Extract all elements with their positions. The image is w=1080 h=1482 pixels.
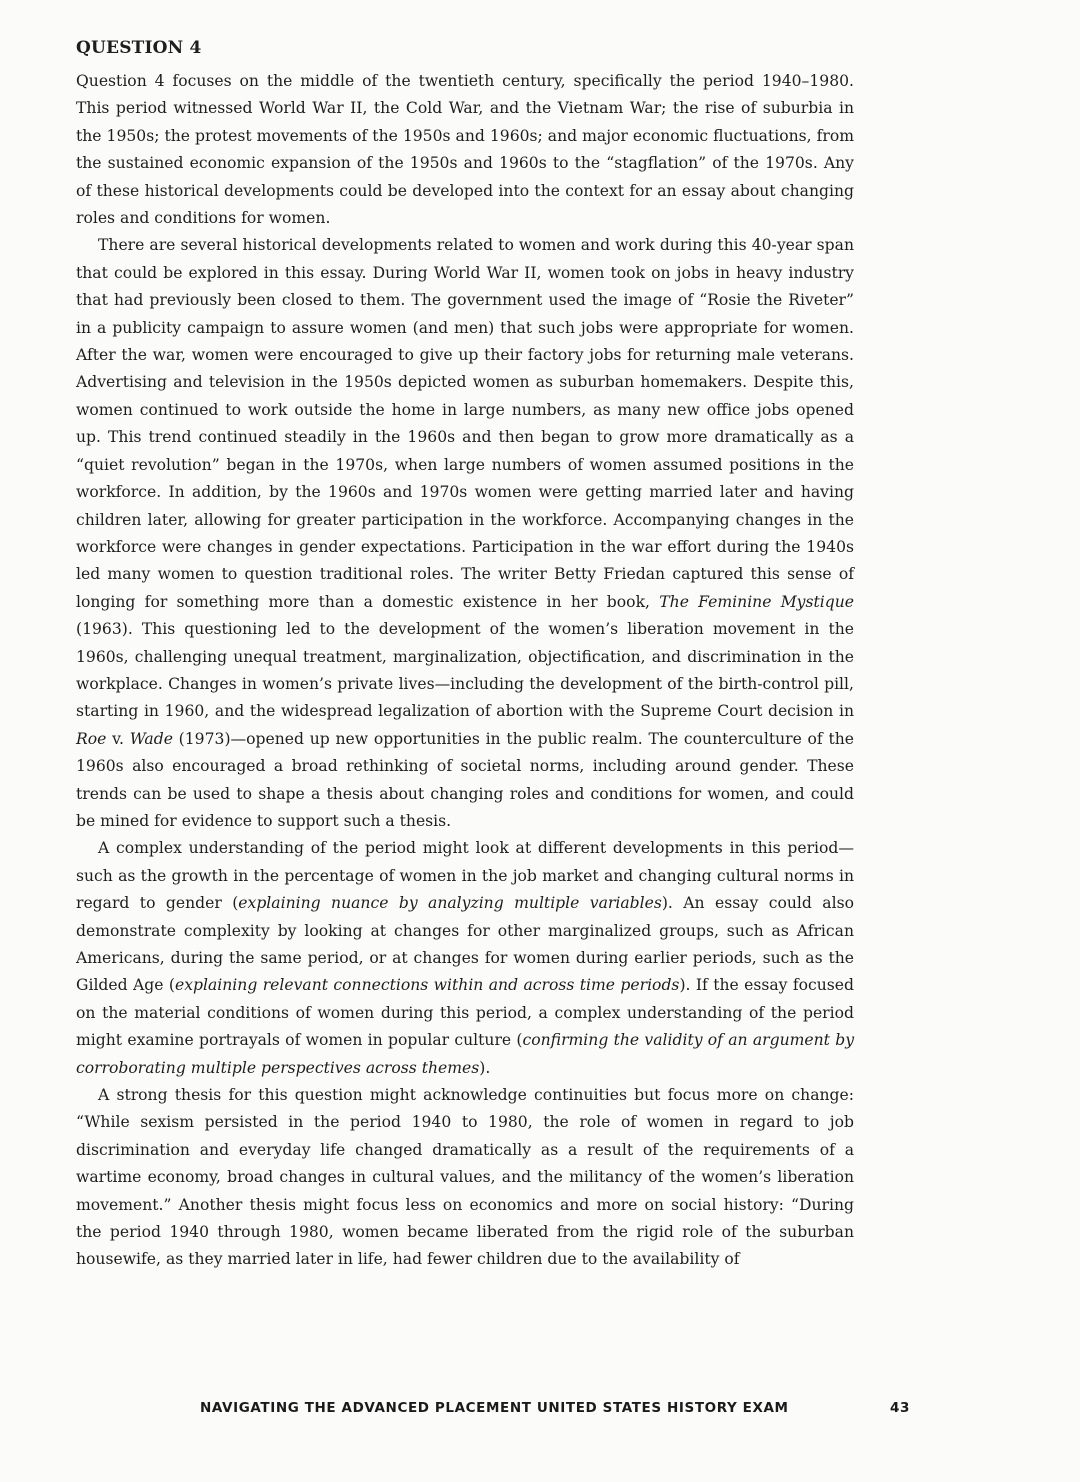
page-footer (200, 1400, 910, 1416)
running-title: NAVIGATING THE ADVANCED PLACEMENT UNITED STATES HISTORY EXAM (200, 1400, 789, 1416)
paragraph-3-text-d: ). (479, 1058, 491, 1077)
paragraph-4 (76, 1082, 854, 1274)
paragraph-2 (76, 232, 854, 835)
paragraph-2-text-b: (1963). This questioning led to the development of the women’s liberation movement in the 1960s, challenging unequal treatment, marginalization, objectification, and discrimination in the workplace. Changes in women’s private lives—including the development of the birth-control pill, starting in 1960, and the widespread legalization of abortion with the Supreme Court decision in (76, 620, 854, 721)
paragraph-1-text: Question 4 focuses on the middle of the twentieth century, specifically the period 1940–1980. This period witnessed World War II, the Cold War, and the Vietnam War; the rise of suburbia in the 1950s; the protest movements of the 1950s and 1960s; and major economic fluctuations, from the sustained economic expansion of the 1950s and 1960s to the “stagflation” of the 1970s. Any of these historical developments could be developed into the context for an essay about changing roles and conditions for women. (76, 72, 854, 228)
body-text (76, 68, 854, 1274)
paragraph-4-text: A strong thesis for this question might acknowledge continuities but focus more on change: “While sexism persisted in the period 1940 to 1980, the role of women in regard to job discrimination and everyday life changed dramatically as a result of the requirements of a wartime economy, broad changes in cultural values, and the militancy of the women’s liberation movement.” Another thesis might focus less on economics and more on social history: “During the period 1940 through 1980, women became liberated from the rigid role of the suburban housewife, as they married later in life, had fewer children due to the availability of (76, 1086, 854, 1269)
case-name-wade: Wade (129, 729, 173, 748)
paragraph-1 (76, 68, 854, 232)
skill-note-connections: explaining relevant connections within and across time periods (174, 976, 680, 995)
page-number: 43 (890, 1400, 910, 1416)
paragraph-3 (76, 835, 854, 1082)
section-heading: QUESTION 4 (76, 38, 202, 58)
paragraph-3-text-b: ). An essay could also demonstrate complexity by looking at changes for other marginalized groups, such as African Americans, during the same period, or at changes for women during earlier periods, such as the Gilded Age ( (76, 894, 854, 995)
paragraph-2-text-c: (1973)—opened up new opportunities in the public realm. The counterculture of the 1960s also encouraged a broad rethinking of societal norms, including around gender. These trends can be used to shape a thesis about changing roles and conditions for women, and could be mined for evidence to support such a thesis. (76, 729, 854, 830)
skill-note-nuance: explaining nuance by analyzing multiple variables (238, 894, 662, 913)
case-name-roe: Roe (76, 729, 107, 748)
skill-note-corroborating: confirming the validity of an argument by corroborating multiple perspectives across themes (76, 1031, 854, 1077)
paragraph-3-text-a: A complex understanding of the period might look at different developments in this period—such as the growth in the percentage of women in the job market and changing cultural norms in regard to gender ( (76, 839, 854, 913)
paragraph-3-text-c: ). If the essay focused on the material conditions of women during this period, a complex understanding of the period might examine portrayals of women in popular culture ( (76, 976, 855, 1050)
book-title-feminine-mystique: The Feminine Mystique (659, 592, 855, 611)
case-name-versus: v. (106, 729, 130, 748)
paragraph-2-text-a: There are several historical developments related to women and work during this 40-year span that could be explored in this essay. During World War II, women took on jobs in heavy industry that had previously been closed to them. The government used the image of “Rosie the Riveter” in a publicity campaign to assure women (and men) that such jobs were appropriate for women. After the war, women were encouraged to give up their factory jobs for returning male veterans. Advertising and television in the 1950s depicted women as suburban homemakers. Despite this, women continued to work outside the home in large numbers, as many new office jobs opened up. This trend continued steadily in the 1960s and then began to grow more dramatically as a “quiet revolution” began in the 1970s, when large numbers of women assumed positions in the workforce. In addition, by the 1960s and 1970s women were getting married later and having children later, allowing for greater participation in the workforce. Accompanying changes in the workforce were changes in gender expectations. Participation in the war effort during the 1940s led many women to question traditional roles. The writer Betty Friedan captured this sense of longing for something more than a domestic existence in her book, (76, 236, 854, 611)
